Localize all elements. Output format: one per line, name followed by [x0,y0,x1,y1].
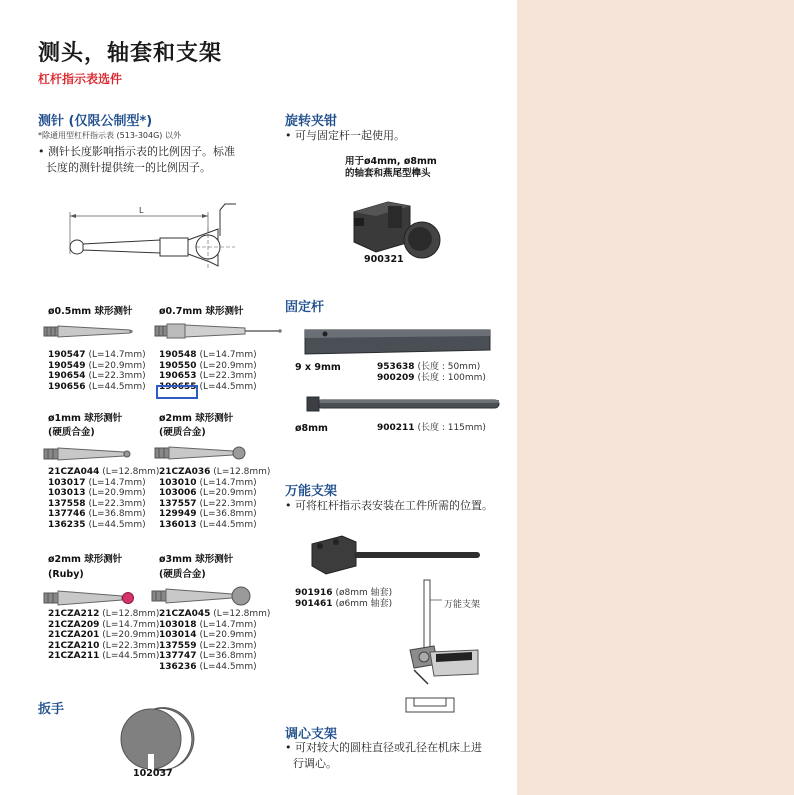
group-title: ø0.7mm 球形测针 [159,306,244,317]
universal-section-title: 万能支架 [285,484,338,499]
group-codes [48,609,159,662]
stylus-image [44,588,144,608]
swivel-caption-line1: 用于ø4mm, ø8mm [345,156,437,167]
code-row: 137746 (L=36.8mm) [48,509,146,519]
code-row: 190550 (L=20.9mm) [159,360,257,371]
code-row: 137559 (L=22.3mm) [159,640,257,651]
group-codes [48,350,146,392]
code-row: 137558 (L=22.3mm) [48,498,146,509]
group-subtitle: (硬质合金) [48,427,95,438]
side-band [517,0,794,795]
swivel-desc: • 可与固定杆一起使用。 [285,129,405,142]
page-subtitle: 杠杆指示表选件 [38,72,123,86]
stylus-image [44,324,139,340]
stylus-section-title: 测针 (仅限公制型*) [38,114,153,129]
stylus-note: *除通用型杠杆指示表 (513-304G) 以外 [38,131,181,140]
code-row: 21CZA212 (L=12.8mm) [48,609,160,619]
code-row: 21CZA210 (L=22.3mm) [48,640,160,651]
rod-row1-codes [377,362,486,383]
round-rod-image [305,394,505,416]
group-codes [48,467,159,530]
code-row: 103013 (L=20.9mm) [48,488,146,498]
code-row: 21CZA044 (L=12.8mm) [48,467,160,477]
wrench-section-title: 扳手 [38,702,65,717]
stylus-desc-line1: • 测针长度影响指示表的比例因子。标准 [38,145,235,158]
stylus-image [155,322,285,340]
rod-row2 [377,423,486,434]
universal-callout: 万能支架 [444,600,481,610]
page-title: 测头，轴套和支架 [38,41,223,66]
code-row: 21CZA201 (L=20.9mm) [48,630,160,640]
code-row: 21CZA209 (L=14.7mm) [48,619,160,630]
code-row: 129949 (L=36.8mm) [159,509,257,519]
universal-desc: • 可将杠杆指示表安装在工件所需的位置。 [285,499,493,512]
code-row: 137747 (L=36.8mm) [159,651,257,661]
square-rod-image [305,326,505,358]
group-subtitle: (硬质合金) [159,569,206,580]
centering-desc-line2: 行调心。 [293,757,337,770]
code-row: 190549 (L=20.9mm) [48,360,146,371]
code-row: 136236 (L=44.5mm) [159,661,257,672]
code-row: 136235 (L=44.5mm) [48,519,146,530]
diagram-length-label: L [139,206,144,215]
code-row: 190547 (L=14.7mm) [48,350,146,360]
code-row: 137557 (L=22.3mm) [159,498,257,509]
code-row: 103018 (L=14.7mm) [159,619,257,630]
stylus-image [152,584,262,608]
code-row: 900211 (长度 : 115mm) [377,423,486,433]
wrench-code: 102037 [133,768,173,779]
code-row: 953638 (长度 : 50mm) [377,362,481,372]
stylus-image [44,446,144,462]
group-title: ø2mm 球形测针 [159,413,234,424]
swivel-code: 900321 [364,254,404,265]
group-title: ø1mm 球形测针 [48,413,123,424]
stylus-length-diagram [60,196,240,271]
group-codes [159,609,270,672]
code-row: 21CZA036 (L=12.8mm) [159,467,271,477]
universal-holder-image [308,530,488,580]
wrench-image [116,708,186,770]
group-title: ø3mm 球形测针 [159,554,234,565]
group-title: ø2mm 球形测针 [48,554,123,565]
code-row: 901916 (ø8mm 轴套) [295,588,393,598]
rod-section-title: 固定杆 [285,300,325,315]
code-row: 103010 (L=14.7mm) [159,477,257,488]
rod-row1-size: 9 x 9mm [295,362,341,373]
code-row: 190548 (L=14.7mm) [159,350,257,360]
code-row: 21CZA211 (L=44.5mm) [48,651,160,661]
code-row: 190656 (L=44.5mm) [48,381,146,392]
code-row: 103006 (L=20.9mm) [159,488,257,498]
centering-section-title: 调心支架 [285,727,338,742]
code-row: 901461 (ø6mm 轴套) [295,598,393,609]
universal-codes [295,588,392,609]
centering-desc-line1: • 可对较大的圆柱直径或孔径在机床上进 [285,741,482,754]
swivel-section-title: 旋转夹钳 [285,114,338,129]
group-subtitle: (Ruby) [48,569,84,580]
code-row: 900209 (长度 : 100mm) [377,372,486,383]
code-row: 190655 (L=44.5mm) [159,381,257,392]
code-row: 190654 (L=22.3mm) [48,371,146,381]
group-codes [159,467,270,530]
code-row: 21CZA045 (L=12.8mm) [159,609,271,619]
code-row: 190653 (L=22.3mm) [159,371,257,381]
code-row: 136013 (L=44.5mm) [159,519,257,530]
stylus-image [155,443,255,463]
stylus-desc-line2: 长度的测针提供统一的比例因子。 [46,161,211,174]
rod-row2-size: ø8mm [295,423,328,434]
code-row: 103017 (L=14.7mm) [48,477,146,488]
selection-highlight[interactable] [156,385,198,399]
swivel-caption-line2: 的轴套和燕尾型榫头 [345,168,431,179]
group-subtitle: (硬质合金) [159,427,206,438]
group-title: ø0.5mm 球形测针 [48,306,133,317]
code-row: 103014 (L=20.9mm) [159,630,257,640]
